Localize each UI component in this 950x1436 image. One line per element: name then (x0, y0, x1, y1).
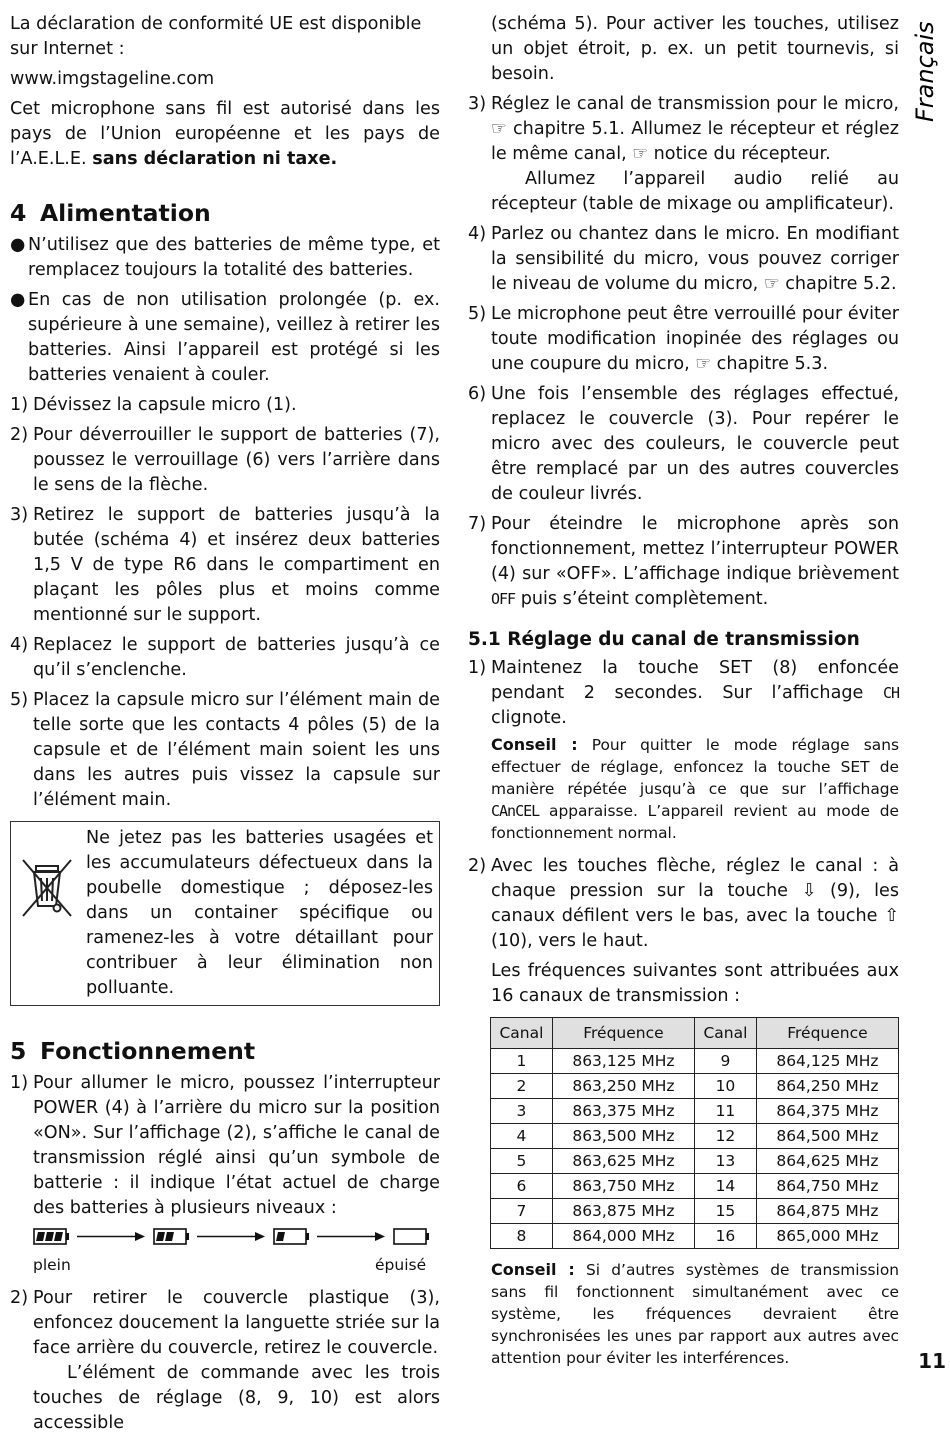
table-cell: 4 (491, 1124, 553, 1149)
table-cell: 864,625 MHz (756, 1149, 898, 1174)
battery-levels-graphic (33, 1225, 433, 1255)
bullet-text: En cas de non utilisation prolongée (p. ex. supérieure à une semaine), veillez à retirer les batteries. Ainsi l’appareil est protégé si les batteries venaient à couler. (28, 290, 440, 385)
table-cell: 864,125 MHz (756, 1049, 898, 1074)
step-text: Pour éteindre le microphone après son fonctionnement, mettez l’interrupteur POWER (4) sur «OFF». L’affichage indique brièvement (491, 514, 899, 584)
step-item (10, 423, 440, 498)
step-number: 7) (468, 514, 487, 534)
step-indent-text: Allumez l’appareil audio relié au récepteur (table de mixage ou amplificateur). (491, 169, 899, 214)
table-cell: 1 (491, 1049, 553, 1074)
bullet-dot-icon: ● (10, 290, 26, 310)
step-number: 5) (10, 690, 29, 710)
table-cell: 6 (491, 1174, 553, 1199)
section-title: Fonctionnement (40, 1037, 256, 1065)
step-number: 4) (468, 224, 487, 244)
arrow-right-icon (317, 1232, 385, 1241)
table-cell: 864,500 MHz (756, 1124, 898, 1149)
display-readout-cancel: CAnCEL (491, 802, 540, 820)
column-header: Fréquence (552, 1018, 694, 1049)
frequency-table (490, 1017, 899, 1249)
step-item (10, 633, 440, 683)
battery-icon (154, 1229, 189, 1244)
step-text: Dévissez la capsule micro (1). (33, 395, 297, 415)
section-5-1-heading: 5.1 Réglage du canal de transmission (468, 629, 860, 650)
step-continuation: L’élément de commande avec les trois touches de réglage (8, 9, 10) est alors accessible (33, 1363, 440, 1433)
table-cell: 3 (491, 1099, 553, 1124)
table-header-row (491, 1018, 899, 1049)
table-cell: 863,625 MHz (552, 1149, 694, 1174)
step-number: 2) (10, 1288, 29, 1308)
step-text-end: puis s’éteint complètement. (520, 589, 769, 609)
table-cell: 12 (694, 1124, 756, 1149)
step-number: 6) (468, 384, 487, 404)
step-text: Parlez ou chantez dans le micro. En modifiant la sensibilité du micro, vous pouvez corriger le niveau de volume du micro, ☞ chapitre 5.2. (491, 224, 899, 294)
table-cell: 864,875 MHz (756, 1199, 898, 1224)
tip-note (491, 734, 899, 844)
bullet-text: N’utilisez que des batteries de même type, et remplacez toujours la totalité des batteries. (28, 235, 440, 280)
display-readout-ch: CH (882, 684, 899, 702)
language-label: Français (911, 21, 939, 122)
step-text: Le microphone peut être verrouillé pour éviter toute modification inopinée des réglages ou une coupure du micro, ☞ chapitre 5.3. (491, 304, 899, 374)
table-cell: 865,000 MHz (756, 1224, 898, 1249)
table-row (491, 1224, 899, 1249)
frequency-intro: Les fréquences suivantes sont attribuées aux 16 canaux de transmission : (491, 961, 899, 1006)
tip-text: Pour quitter le mode réglage sans effectuer de réglage, enfoncez la touche SET de manière répétée jusqu’à ce que sur l’affichage (491, 736, 899, 798)
step-item (468, 512, 899, 612)
page-number: 11 (918, 1349, 946, 1373)
arrow-right-icon (77, 1232, 145, 1241)
arrow-right-icon (197, 1232, 265, 1241)
table-cell: 864,750 MHz (756, 1174, 898, 1199)
step-item (468, 222, 899, 297)
table-row (491, 1174, 899, 1199)
table-cell: 864,250 MHz (756, 1074, 898, 1099)
column-header: Canal (491, 1018, 553, 1049)
battery-empty-label: épuisé (375, 1256, 427, 1274)
battery-icon (394, 1229, 429, 1244)
table-cell: 14 (694, 1174, 756, 1199)
table-cell: 5 (491, 1149, 553, 1174)
table-row (491, 1099, 899, 1124)
table-cell: 15 (694, 1199, 756, 1224)
table-cell: 8 (491, 1224, 553, 1249)
section-title: Alimentation (40, 199, 211, 227)
table-cell: 864,000 MHz (552, 1224, 694, 1249)
table-cell: 7 (491, 1199, 553, 1224)
step-number: 1) (10, 395, 29, 415)
table-cell: 863,750 MHz (552, 1174, 694, 1199)
authorization-text (10, 97, 440, 172)
step-continuation: (schéma 5). Pour activer les touches, utilisez un objet étroit, p. ex. un petit tournevis, si besoin. (491, 14, 899, 84)
left-column (10, 12, 440, 1436)
table-row (491, 1074, 899, 1099)
table-cell: 863,250 MHz (552, 1074, 694, 1099)
tip-text: Si d’autres systèmes de transmission sans fil fonctionnent simultanément avec ce système, les fréquences devraient être synchronisées les unes par rapport aux autres avec attention pour éviter les interférences. (491, 1261, 899, 1367)
table-cell: 863,125 MHz (552, 1049, 694, 1074)
recycling-text: Ne jetez pas les batteries usagées et les accumulateurs défectueux dans la poubelle domestique ; déposez-les dans un container spécifique ou ramenez-les à votre détaillant pour contribuer à leur élimination non polluante. (86, 828, 433, 998)
step-number: 3) (468, 94, 487, 114)
step-item (468, 656, 899, 731)
step-text: Retirez le support de batteries jusqu’à la butée (schéma 4) et insérez deux batteries 1,5 V de type R6 dans le compartiment en plaçant les pôles plus et moins comme mentionné sur le support. (33, 505, 440, 625)
battery-level-diagram (33, 1225, 440, 1281)
step-text: Réglez le canal de transmission pour le micro, ☞ chapitre 5.1. Allumez le récepteur et réglez le même canal, ☞ notice du récepteur. (491, 94, 899, 164)
step-text: Placez la capsule micro sur l’élément main de telle sorte que les contacts 4 pôles (5) de la capsule et de l’élément main soient les uns dans les autres puis vissez la capsule sur l’élément main. (33, 690, 440, 810)
tip-label: Conseil : (491, 1260, 575, 1279)
step-text: Pour retirer le couvercle plastique (3), enfoncez doucement la languette striée sur la face arrière du couvercle, retirez le couvercle. (33, 1288, 440, 1358)
step-item (10, 688, 440, 813)
step-text-end: clignote. (491, 708, 567, 728)
column-header: Canal (694, 1018, 756, 1049)
battery-icon (274, 1229, 309, 1244)
step-text: Pour déverrouiller le support de batteries (7), poussez le verrouillage (6) vers l’arrière dans le sens de la flèche. (33, 425, 440, 495)
bullet-dot-icon: ● (10, 235, 26, 255)
tip-label: Conseil : (491, 735, 578, 754)
table-cell: 16 (694, 1224, 756, 1249)
table-row (491, 1124, 899, 1149)
table-cell: 9 (694, 1049, 756, 1074)
step-text: Maintenez la touche SET (8) enfoncée pendant 2 secondes. Sur l’affichage (491, 658, 899, 703)
website-url[interactable]: www.imgstageline.com (10, 69, 215, 89)
step-number: 3) (10, 505, 29, 525)
battery-icon (34, 1229, 69, 1244)
step-item (10, 1071, 440, 1221)
table-row (491, 1049, 899, 1074)
tip-text-end: apparaisse. L’appareil revient au mode de fonctionnement normal. (491, 802, 899, 842)
table-cell: 864,375 MHz (756, 1099, 898, 1124)
step-item (468, 854, 899, 954)
section-4-heading (10, 198, 440, 228)
conformity-text: La déclaration de conformité UE est disponible sur Internet : (10, 14, 422, 59)
table-cell: 863,500 MHz (552, 1124, 694, 1149)
section-number: 5 (10, 1037, 27, 1065)
step-item (10, 1286, 440, 1361)
step-number: 2) (468, 856, 487, 876)
table-cell: 2 (491, 1074, 553, 1099)
step-item (468, 92, 899, 167)
section-5-heading (10, 1036, 440, 1066)
language-tab (903, 22, 943, 122)
step-text: Une fois l’ensemble des réglages effectué, replacez le couvercle (3). Pour repérer le micro avec des couleurs, le couvercle peut être remplacé par un des autres couvercles de couleur livrés. (491, 384, 899, 504)
column-header: Fréquence (756, 1018, 898, 1049)
tip-note (491, 1259, 899, 1369)
table-row (491, 1149, 899, 1174)
step-item (468, 382, 899, 507)
step-number: 1) (10, 1073, 29, 1093)
step-number: 5) (468, 304, 487, 324)
step-number: 2) (10, 425, 29, 445)
step-number: 4) (10, 635, 29, 655)
recycling-notice (10, 821, 440, 1006)
table-cell: 13 (694, 1149, 756, 1174)
table-cell: 11 (694, 1099, 756, 1124)
step-item (468, 302, 899, 377)
authorization-body: Cet microphone sans fil est autorisé dans les pays de l’Union européenne et les pays de l’A.E.L.E. (10, 99, 440, 169)
step-text: Pour allumer le micro, poussez l’interrupteur POWER (4) à l’arrière du micro sur la position «ON». Sur l’affichage (2), s’affiche le canal de transmission réglé ainsi qu’un symbole de batterie : il indique l’état actuel de charge des batteries à plusieurs niveaux : (33, 1073, 440, 1218)
section-number: 4 (10, 199, 27, 227)
table-cell: 10 (694, 1074, 756, 1099)
frequency-table-body (491, 1049, 899, 1249)
step-item (10, 503, 440, 628)
battery-full-label: plein (33, 1256, 71, 1274)
table-cell: 863,375 MHz (552, 1099, 694, 1124)
step-text: Avec les touches flèche, réglez le canal : à chaque pression sur la touche ⇩ (9), les canaux défilent vers le bas, avec la touche ⇧ (10), vers le haut. (491, 856, 899, 951)
step-text: Replacez le support de batteries jusqu’à ce qu’il s’enclenche. (33, 635, 440, 680)
authorization-bold: sans déclaration ni taxe. (92, 149, 338, 169)
display-readout-off: OFF (491, 590, 516, 608)
table-cell: 863,875 MHz (552, 1199, 694, 1224)
crossed-bin-icon (19, 854, 75, 924)
bullet-item (10, 233, 440, 283)
table-row (491, 1199, 899, 1224)
right-column (468, 12, 899, 1369)
bullet-item (10, 288, 440, 388)
step-number: 1) (468, 658, 487, 678)
step-item (10, 393, 440, 418)
